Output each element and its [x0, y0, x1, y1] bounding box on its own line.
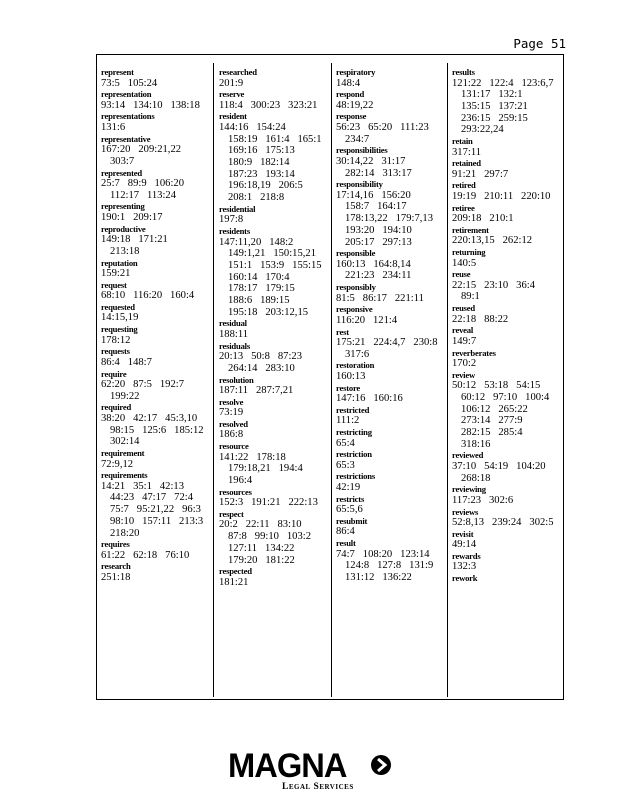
index-references: 37:10 54:19 104:20 [452, 460, 546, 472]
index-entry [101, 134, 215, 168]
index-term: resolve [219, 396, 244, 407]
logo-subtitle: Legal Services [282, 782, 354, 792]
index-term: requested [101, 301, 135, 312]
magna-logo [228, 748, 398, 794]
index-references: 22:15 23:10 36:4 [452, 279, 535, 291]
index-term: rest [336, 326, 349, 337]
index-term: require [101, 368, 127, 379]
index-term: residual [219, 318, 247, 329]
index-entry [101, 280, 215, 302]
index-entry [336, 494, 450, 516]
index-references: 73:19 [219, 407, 244, 419]
index-references: 87:8 99:10 103:2 [228, 531, 311, 543]
index-column-3 [336, 67, 450, 584]
index-references: 17:14,16 156:20 [336, 189, 411, 201]
index-entry [101, 89, 215, 111]
index-references: 93:14 134:10 138:18 [101, 99, 200, 111]
index-references: 318:16 [461, 438, 491, 450]
index-references: 221:23 234:11 [345, 270, 412, 282]
index-column-4 [452, 67, 566, 584]
index-term: reviewing [452, 484, 486, 495]
index-references: 317:11 [452, 146, 482, 158]
index-entry [101, 539, 215, 561]
index-entry [452, 507, 566, 529]
index-references: 170:2 [452, 358, 477, 370]
index-entry [219, 419, 333, 441]
index-entry [101, 302, 215, 324]
index-term: restricting [336, 427, 372, 438]
index-term: reserve [219, 89, 245, 100]
index-references: 160:13 [336, 370, 366, 382]
index-entry [452, 67, 566, 136]
index-entry [336, 449, 450, 471]
index-term: requests [101, 346, 130, 357]
index-entry [101, 224, 215, 258]
index-references: 149:1,21 150:15,21 [228, 248, 316, 260]
index-entry [219, 566, 333, 588]
index-term: review [452, 369, 475, 380]
index-term: requires [101, 539, 130, 550]
index-term: representations [101, 111, 155, 122]
index-entry [101, 470, 215, 539]
index-term: returning [452, 247, 486, 258]
index-term: research [101, 561, 131, 572]
index-references: 73:5 105:24 [101, 77, 158, 89]
index-references: 149:7 [452, 335, 477, 347]
index-entry [219, 318, 333, 340]
logo-wordmark: MAGNA [228, 747, 347, 785]
index-term: reviews [452, 506, 479, 517]
index-references: 147:16 160:16 [336, 393, 403, 405]
index-term: represent [101, 67, 134, 77]
column-divider [213, 63, 214, 697]
index-term: requirements [101, 470, 148, 481]
index-entry [101, 324, 215, 346]
index-references: 38:20 42:17 45:3,10 [101, 412, 198, 424]
index-references: 86:4 [336, 526, 355, 538]
index-term: restricts [336, 493, 365, 504]
index-term: representative [101, 133, 151, 144]
index-references: 121:22 122:4 123:6,7 [452, 77, 554, 89]
index-references: 131:6 [101, 121, 126, 133]
index-term: respected [219, 566, 252, 577]
index-references: 91:21 297:7 [452, 168, 509, 180]
index-entry [336, 248, 450, 282]
index-term: residents [219, 226, 250, 237]
index-entry [452, 325, 566, 347]
index-references: 273:14 277:9 [461, 415, 523, 427]
index-references: 50:12 53:18 54:15 [452, 380, 541, 392]
index-entry [219, 375, 333, 397]
index-entry [452, 450, 566, 484]
index-references: 72:9,12 [101, 458, 134, 470]
index-term: reuse [452, 269, 471, 280]
word-index-frame [96, 54, 564, 700]
index-entry [336, 145, 450, 179]
index-term: resubmit [336, 515, 368, 526]
index-term: residuals [219, 340, 250, 351]
index-term: represented [101, 167, 142, 178]
index-term: restrictions [336, 471, 375, 482]
index-references: 160:13 164:8,14 [336, 258, 411, 270]
index-term: restore [336, 382, 361, 393]
index-references: 56:23 65:20 111:23 [336, 121, 429, 133]
index-term: reproductive [101, 223, 146, 234]
index-references: 190:1 209:17 [101, 211, 163, 223]
index-entry [219, 341, 333, 375]
index-references: 178:12 [101, 334, 131, 346]
index-term: resident [219, 111, 247, 122]
index-entry [101, 201, 215, 223]
index-references: 188:11 [219, 328, 249, 340]
index-entry [452, 203, 566, 225]
index-references: 317:6 [345, 348, 370, 360]
chevron-right-circle-icon [370, 754, 392, 776]
index-references: 14:15,19 [101, 312, 139, 324]
index-term: reused [452, 303, 475, 314]
index-entry [452, 370, 566, 451]
index-term: rework [452, 573, 478, 584]
index-references: 187:23 193:14 [228, 168, 295, 180]
index-references: 74:7 108:20 123:14 [336, 548, 430, 560]
index-references: 135:15 137:21 [461, 100, 528, 112]
index-entry [336, 179, 450, 248]
index-references: 175:21 224:4,7 230:8 [336, 337, 438, 349]
index-term: revisit [452, 528, 474, 539]
index-references: 52:8,13 239:24 302:5 [452, 517, 554, 529]
index-term: retained [452, 158, 481, 169]
index-references: 49:14 [452, 539, 477, 551]
index-entry [336, 538, 450, 584]
index-references: 302:14 [110, 436, 140, 448]
index-references: 195:18 203:12,15 [228, 306, 309, 318]
index-references: 178:13,22 179:7,13 [345, 213, 433, 225]
index-references: 152:3 191:21 222:13 [219, 497, 318, 509]
index-entry [452, 348, 566, 370]
index-entry [336, 89, 450, 111]
index-references: 65:3 [336, 459, 355, 471]
index-references: 147:11,20 148:2 [219, 236, 294, 248]
index-entry [336, 471, 450, 493]
index-references: 193:20 194:10 [345, 224, 412, 236]
index-term: responsibilities [336, 145, 388, 156]
index-references: 197:8 [219, 214, 244, 226]
index-term: required [101, 402, 132, 413]
index-term: reverberates [452, 347, 496, 358]
index-references: 65:4 [336, 437, 355, 449]
index-references: 178:17 179:15 [228, 283, 295, 295]
index-entry [336, 360, 450, 382]
index-term: reputation [101, 257, 138, 268]
index-entry [452, 136, 566, 158]
index-term: retain [452, 136, 473, 147]
index-term: resolution [219, 374, 254, 385]
index-references: 268:18 [461, 472, 491, 484]
index-term: resolved [219, 418, 248, 429]
index-references: 61:22 62:18 76:10 [101, 549, 190, 561]
index-references: 199:22 [110, 390, 140, 402]
index-references: 180:9 182:14 [228, 157, 290, 169]
index-references: 151:1 153:9 155:15 [228, 259, 322, 271]
index-term: result [336, 538, 356, 549]
index-references: 213:18 [110, 245, 140, 257]
index-entry [452, 247, 566, 269]
index-term: requesting [101, 324, 138, 335]
index-entry [452, 180, 566, 202]
index-references: 209:18 210:1 [452, 213, 514, 225]
index-term: representation [101, 89, 152, 100]
index-references: 141:22 178:18 [219, 451, 286, 463]
index-entry [336, 405, 450, 427]
index-entry [101, 448, 215, 470]
index-references: 160:14 170:4 [228, 271, 290, 283]
index-references: 30:14,22 31:17 [336, 155, 406, 167]
index-references: 106:12 265:22 [461, 403, 528, 415]
index-entry [336, 516, 450, 538]
index-references: 144:16 154:24 [219, 121, 286, 133]
index-term: respect [219, 508, 244, 519]
index-term: restoration [336, 360, 375, 371]
index-term: researched [219, 67, 257, 77]
index-term: resource [219, 441, 249, 452]
index-references: 167:20 209:21,22 [101, 144, 182, 156]
index-entry [101, 402, 215, 448]
index-entry [101, 67, 215, 89]
index-references: 111:2 [336, 415, 360, 427]
index-term: response [336, 111, 367, 122]
index-term: residential [219, 203, 256, 214]
index-references: 20:2 22:11 83:10 [219, 519, 302, 531]
index-term: restriction [336, 449, 372, 460]
index-term: responsive [336, 304, 373, 315]
index-entry [101, 369, 215, 403]
index-entry [336, 67, 450, 89]
index-entry [101, 258, 215, 280]
index-entry [219, 509, 333, 566]
index-entry [452, 303, 566, 325]
index-references: 169:16 175:13 [228, 145, 295, 157]
index-term: representing [101, 201, 145, 212]
index-references: 44:23 47:17 72:4 [110, 492, 193, 504]
index-references: 86:4 148:7 [101, 356, 152, 368]
index-references: 208:1 218:8 [228, 192, 285, 204]
index-term: responsibly [336, 282, 376, 293]
index-references: 218:20 [110, 527, 140, 539]
index-entry [219, 397, 333, 419]
index-references: 20:13 50:8 87:23 [219, 351, 302, 363]
index-references: 158:7 164:17 [345, 201, 407, 213]
index-references: 282:15 285:4 [461, 427, 523, 439]
index-references: 116:20 121:4 [336, 314, 398, 326]
index-references: 293:22,24 [461, 124, 504, 136]
index-references: 188:6 189:15 [228, 295, 290, 307]
index-references: 264:14 283:10 [228, 362, 295, 374]
index-references: 149:18 171:21 [101, 234, 168, 246]
index-entry [219, 487, 333, 509]
index-references: 158:19 161:4 165:1 [228, 133, 322, 145]
index-entry [452, 484, 566, 506]
index-references: 75:7 95:21,22 96:3 [110, 504, 201, 516]
index-references: 124:8 127:8 131:9 [345, 560, 434, 572]
index-references: 131:12 136:22 [345, 571, 412, 583]
index-references: 127:11 134:22 [228, 542, 295, 554]
index-references: 303:7 [110, 155, 135, 167]
index-references: 89:1 [461, 291, 480, 303]
index-references: 131:17 132:1 [461, 89, 523, 101]
index-term: restricted [336, 404, 370, 415]
index-references: 234:7 [345, 133, 370, 145]
index-term: resources [219, 486, 252, 497]
index-references: 148:4 [336, 77, 361, 89]
index-entry [219, 204, 333, 226]
index-term: rewards [452, 550, 481, 561]
index-term: retirement [452, 224, 489, 235]
index-entry [101, 561, 215, 583]
index-term: results [452, 67, 475, 77]
index-term: responsible [336, 248, 376, 259]
index-references: 181:21 [219, 576, 249, 588]
index-references: 14:21 35:1 42:13 [101, 480, 184, 492]
index-references: 65:5,6 [336, 504, 363, 516]
index-references: 68:10 116:20 160:4 [101, 290, 195, 302]
index-term: reveal [452, 325, 474, 336]
index-entry [452, 225, 566, 247]
index-references: 187:11 287:7,21 [219, 385, 294, 397]
index-references: 179:20 181:22 [228, 554, 295, 566]
index-entry [336, 282, 450, 304]
index-references: 118:4 300:23 323:21 [219, 99, 318, 111]
index-term: reviewed [452, 450, 484, 461]
column-divider [331, 63, 332, 697]
index-entry [452, 573, 566, 584]
index-references: 112:17 113:24 [110, 189, 177, 201]
index-entry [336, 111, 450, 145]
index-entry [336, 383, 450, 405]
index-entry [452, 529, 566, 551]
index-references: 22:18 88:22 [452, 313, 509, 325]
index-entry [452, 158, 566, 180]
index-references: 140:5 [452, 257, 477, 269]
index-column-2 [219, 67, 333, 589]
index-references: 19:19 210:11 220:10 [452, 190, 551, 202]
index-references: 179:18,21 194:4 [228, 463, 303, 475]
index-references: 117:23 302:6 [452, 494, 514, 506]
index-entry [219, 441, 333, 487]
index-references: 186:8 [219, 429, 244, 441]
index-references: 251:18 [101, 571, 131, 583]
index-term: respond [336, 89, 365, 100]
index-references: 81:5 86:17 221:11 [336, 292, 424, 304]
index-references: 236:15 259:15 [461, 112, 528, 124]
index-references: 48:19,22 [336, 99, 374, 111]
index-references: 196:4 [228, 475, 253, 487]
index-column-1 [101, 67, 215, 584]
index-references: 62:20 87:5 192:7 [101, 379, 184, 391]
index-entry [452, 551, 566, 573]
index-entry [336, 327, 450, 361]
index-entry [101, 168, 215, 202]
index-references: 196:18,19 206:5 [228, 180, 303, 192]
index-references: 159:21 [101, 268, 131, 280]
index-references: 205:17 297:13 [345, 236, 412, 248]
index-term: request [101, 279, 127, 290]
index-references: 132:3 [452, 561, 477, 573]
index-entry [101, 111, 215, 133]
index-references: 98:15 125:6 185:12 [110, 424, 204, 436]
index-term: responsibility [336, 179, 383, 190]
column-divider [447, 63, 448, 697]
index-term: requirement [101, 448, 145, 459]
index-references: 60:12 97:10 100:4 [461, 391, 550, 403]
index-term: retired [452, 180, 476, 191]
index-term: retiree [452, 202, 475, 213]
index-term: respiratory [336, 67, 376, 77]
index-references: 201:9 [219, 77, 244, 89]
index-entry [219, 111, 333, 203]
index-entry [219, 67, 333, 89]
index-references: 220:13,15 262:12 [452, 235, 533, 247]
index-entry [219, 226, 333, 318]
index-references: 25:7 89:9 106:20 [101, 178, 184, 190]
index-entry [101, 346, 215, 368]
index-references: 282:14 313:17 [345, 167, 412, 179]
index-entry [336, 427, 450, 449]
page-number: Page 51 [513, 36, 566, 51]
index-entry [452, 269, 566, 303]
index-entry [336, 304, 450, 326]
index-entry [219, 89, 333, 111]
index-references: 98:10 157:11 213:3 [110, 515, 204, 527]
index-references: 42:19 [336, 481, 361, 493]
